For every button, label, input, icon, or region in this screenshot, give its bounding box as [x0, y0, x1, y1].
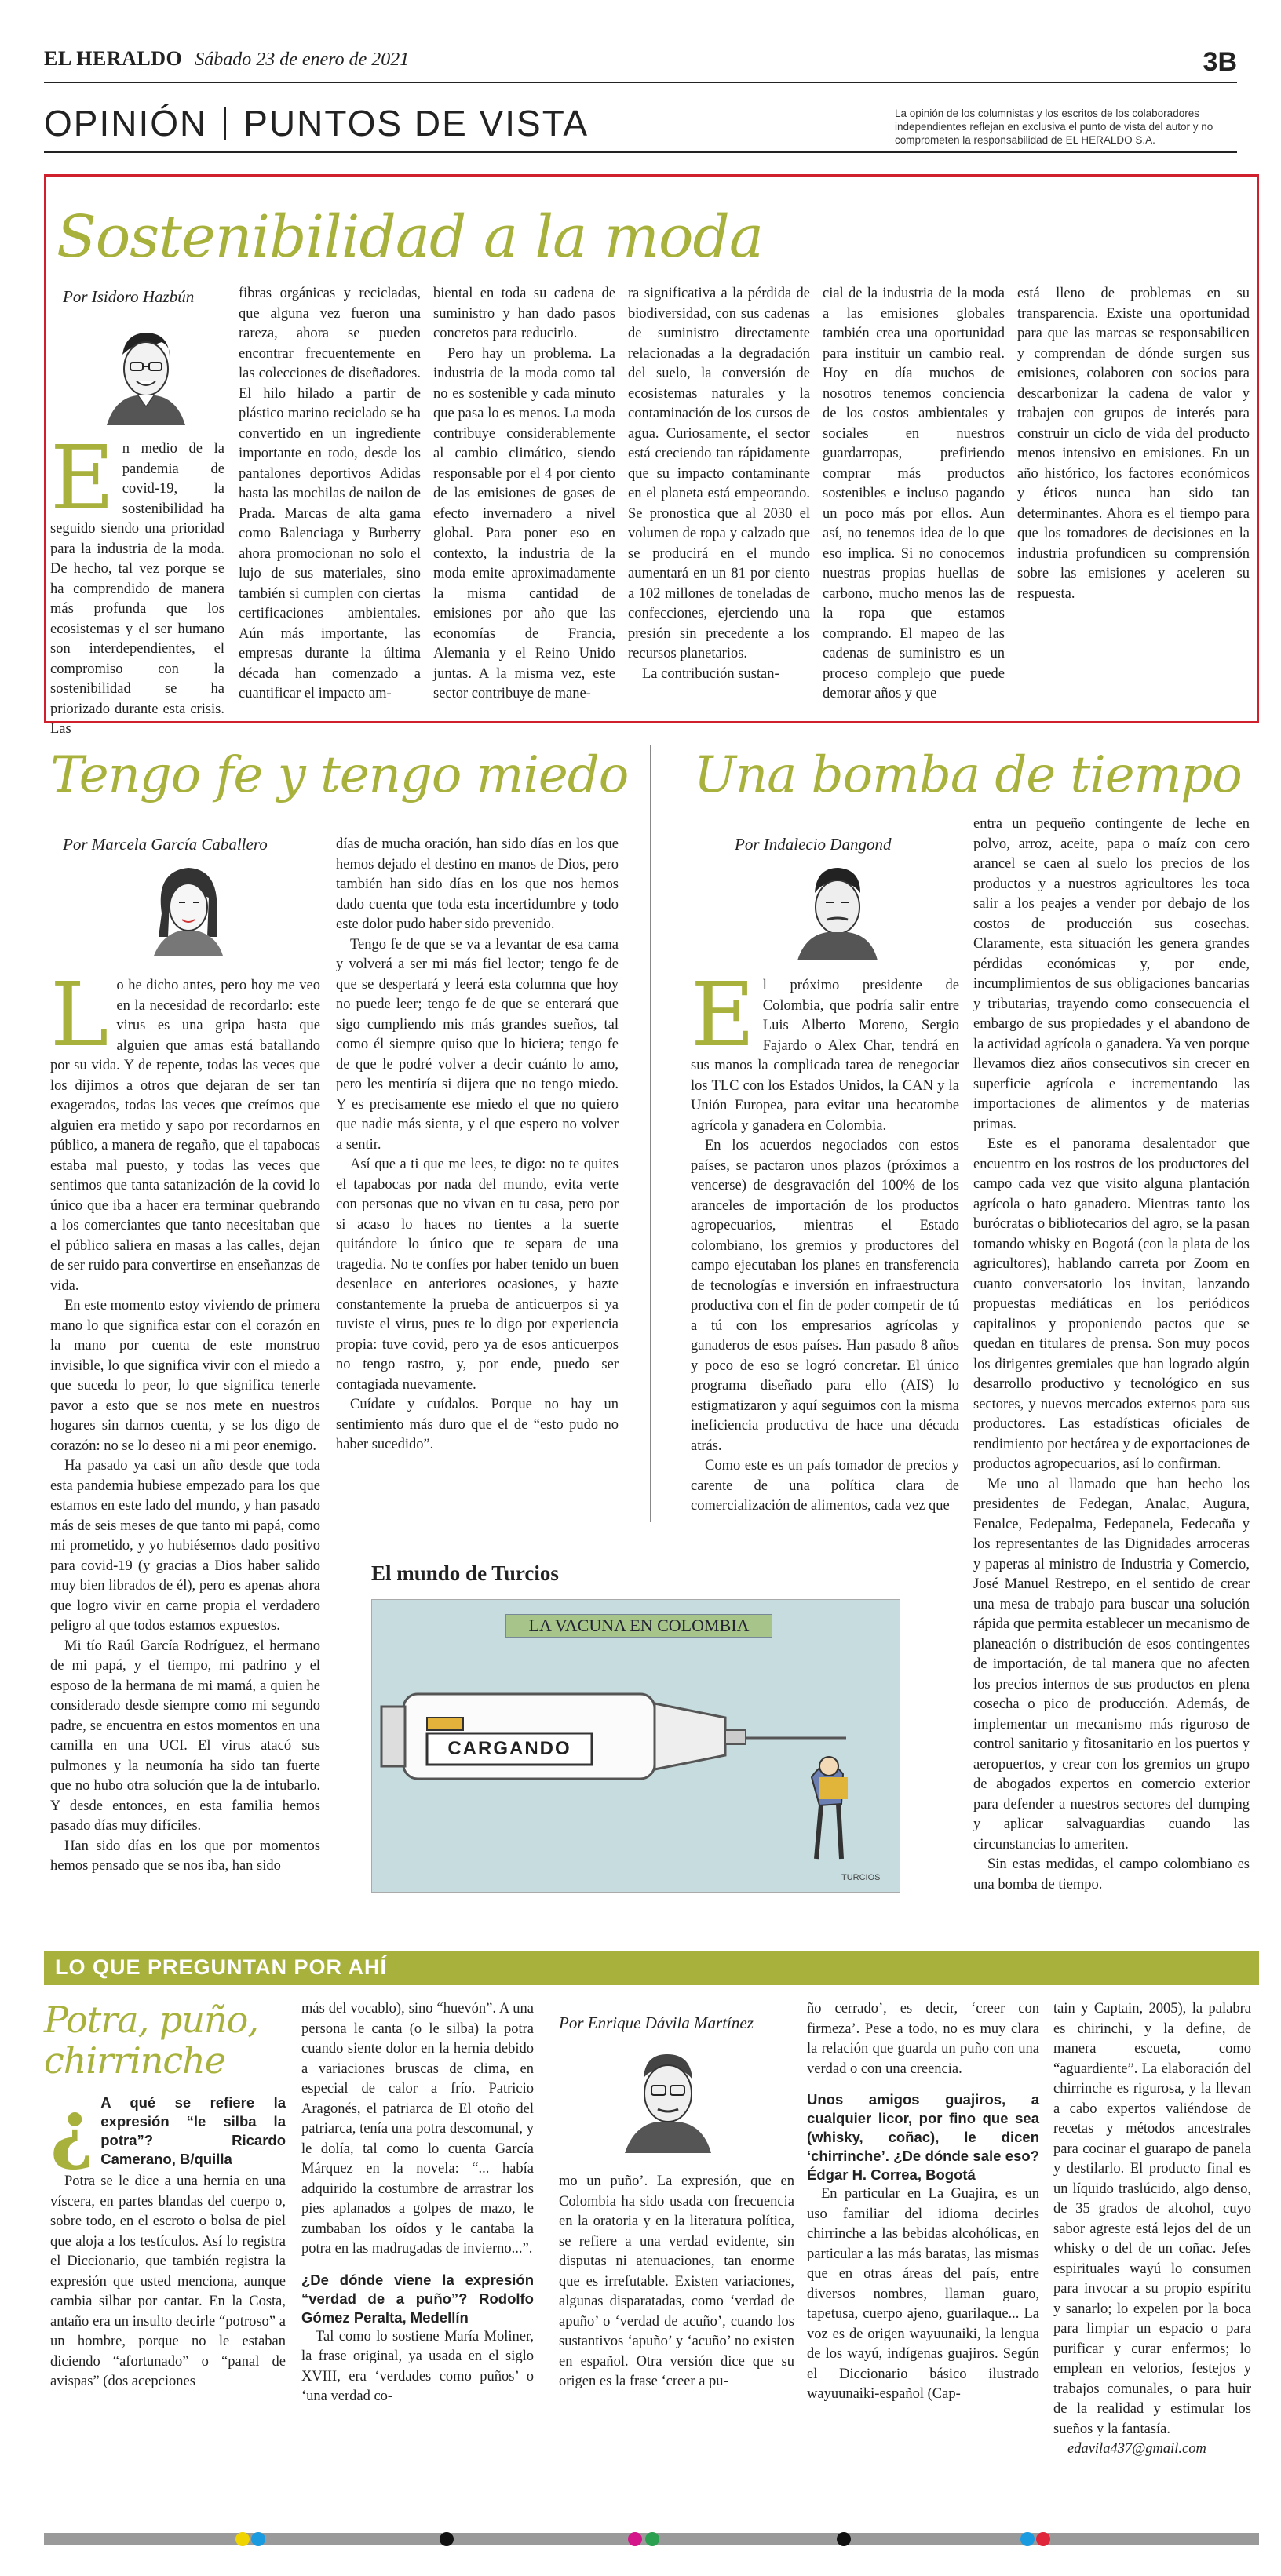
paragraph: En este momento estoy viviendo de primera mano lo que significa estar con el corazón en la mano por cuenta de este monstruo invisible, lo que significa vivir con el miedo a que suceda lo peor, lo que significa tenerle pavor a esto que se nos mete en nuestros hogares sin darnos cuenta, y se los digo de corazón: no se lo deseo ni a mi peor enemigo.	[50, 1298, 320, 1454]
article4-text4: ño cerrado’, es decir, ‘creer con firmeza’. Pese a todo, no es muy clara la relación que guarda un puño con una verdad o con una creencia.	[807, 2001, 1039, 2077]
paragraph: La contribución sustan-	[642, 665, 779, 682]
article4-col5	[1053, 1999, 1251, 2523]
article4-col3: mo un puño’. La expresión, que en Colombia ha sido usada con frecuencia en la oratoria y en la literatura política, se refiere a una verdad evidente, sin disputas ni atenuaciones, tan enorme que es irrefutable. Existen variaciones, algunas disparatadas, como ‘verdad de apuño’ o ‘verdad de acuño’, cuando los sustantivos ‘apuño’ y ‘acuño’ no existen en español. Otra versión dice que su origen es la frase ‘creer a pu-	[559, 2173, 794, 2389]
article3-portrait	[793, 858, 881, 960]
section2-title: LO QUE PREGUNTAN POR AHÍ	[55, 1955, 388, 1979]
article1-portrait	[99, 323, 192, 425]
paragraph: Sin estas medidas, el campo colombiano es una bomba de tiempo.	[973, 1856, 1250, 1893]
article2-portrait	[144, 858, 231, 956]
article4-col1	[50, 2084, 286, 2523]
article1-text1: n medio de la pandemia de covid-19, la sostenibilidad ha seguido siendo una prioridad para la industria de la moda. De hecho, tal vez porque se ha comprendido de manera más profunda que los ecosistemas y el ser humano son interdependientes, el compromiso con la sostenibilidad se ha priorizado durante esta crisis. Las	[50, 441, 224, 737]
cartoon-loading-label: CARGANDO	[447, 1738, 571, 1759]
page-number: 3B	[1203, 47, 1237, 77]
paragraph: Cuídate y cuídalos. Porque no hay un sentimiento más duro que el de “esto pudo no haber sucedido”.	[336, 1397, 619, 1452]
article3-byline: Por Indalecio Dangond	[735, 835, 892, 854]
cartoon-banner: LA VACUNA EN COLOMBIA	[505, 1614, 772, 1638]
section-rule	[44, 151, 1237, 153]
article4-portrait	[617, 2043, 719, 2153]
newspaper-name: EL HERALDO	[44, 47, 183, 70]
paragraph: l próximo presidente de Colombia, que podría salir entre Luis Alberto Moreno, Sergio Fajardo o Alex Char, tendrá en sus manos la complicada tarea de renegociar los TLC con los Estados Unidos, la CAN y la Unión Europea, para evitar una hecatombe agrícola y ganadera en Colombia.	[691, 978, 959, 1134]
article3-dropcap: E	[691, 964, 755, 1066]
article3-col2	[973, 814, 1250, 1921]
cartoon-signature: TURCIOS	[841, 1873, 881, 1882]
article4-col4	[807, 1999, 1039, 2523]
paragraph: En los acuerdos negociados con estos países, se pactaron unos plazos (próximos a vencerse) de desgravación del 100% de los aranceles de importación de los productos agropecuarios, mientras el Estado colombiano, los gremios y productores del campo ejecutaban los planes en transferencia de tecnologías e inversión en infraestructura productiva con el fin de poder competir de tú a tú con los empresarios agrícolas y ganaderos de esos países. Han pasado 8 años y poco de eso se logró concretar. El único programa diseñado para ello (AIS) lo estigmatizaron y aquí seguimos con la misma ineficiencia productiva de hace una década atrás.	[691, 1138, 959, 1454]
article2-col2	[336, 835, 619, 1541]
disclaimer: La opinión de los columnistas y los escritos de los colaboradores independientes reflejan en exclusiva el punto de vista del autor y no comprometen la responsabilidad de EL HERALDO S.A.	[895, 107, 1213, 146]
paragraph: Tengo fe de que se va a levantar de esa cama y volverá a ser mi más fiel lector; tengo fe de que se despertará y leerá esta columna que hoy no puede leer; tengo fe de que se enterará que sigo cumpliendo mis más grandes sueños, tal como él siempre quiso que lo hiciera; tengo fe de que le podré volver a decir cuánto lo amo, pero les mentiría si dijera que no tengo miedo. Y es precisamente ese miedo el que no quiero que nadie más sienta, y el que espero no volver a sentir.	[336, 936, 619, 1153]
article4-text4b: En particular en La Guajira, es un uso familiar del idioma decirles chirrinche a las bebidas alcohólicas, en particular a las más baratas, las mismas que en otras áreas del país, entre diversos nombres, llaman guaro, tapetusa, cuerpo ajeno, guarilaque... La voz es de origen wayuunaiki, la lengua de los wayú, indígenas guajiros. Según el Diccionario básico ilustrado wayuunaiki-español (Cap-	[807, 2186, 1039, 2402]
article4-dropcap: ¿	[50, 2084, 95, 2173]
paragraph: entra un pequeño contingente de leche en polvo, arroz, aceite, papa o maíz con cero arancel se caen al suelo los precios de los productos y a nuestros agricultores les toca salir a los peajes a vender por debajo de los costos de producción sus cosechas. Claramente, esta situación les genera grandes pérdidas económicas y, por ende, incumplimientos de sus obligaciones bancarias y tributarias, trayendo como consecuencia el embargo de sus propiedades y el abandono de la actividad agrícola o ganadera. Ya ven porque llevamos diez años consecutivos sin crecer en superficie agrícola e incrementando las importaciones de alimentos y de materias primas.	[973, 816, 1250, 1132]
article4-text2b: Tal como lo sostiene María Moliner, la frase original, ya usada en el siglo XVIII, era ‘verdades como puños’ o ‘una verdad co-	[301, 2328, 534, 2404]
register-dot-black-2	[837, 2532, 851, 2546]
section-opinion: OPINIÓN	[44, 103, 208, 144]
article4-text1: Potra se le dice a una hernia en una víscera, en partes blandas del cuerpo o, sobre todo, en el escroto o bolsa de piel que aloja a los testículos. Así lo registra el Diccionario, que también registra la expresión que usted menciona, aunque cambia silbar por cantar. En la Costa, antaño era un insulto decirle “potroso” a un hombre, porque no le estaban diciendo “afortunado” o “panal de avispas” (dos acepciones	[50, 2173, 286, 2389]
article1-col4	[628, 284, 810, 714]
article4-byline: Por Enrique Dávila Martínez	[559, 2013, 754, 2032]
article4-col2	[301, 1999, 534, 2523]
section-puntos: PUNTOS DE VISTA	[243, 103, 589, 144]
article2-dropcap: L	[50, 964, 109, 1066]
article4-headline: Potra, puño, chirrinche	[44, 1998, 258, 2082]
issue-date: Sábado 23 de enero de 2021	[195, 49, 410, 70]
article3-text1	[691, 964, 959, 1517]
column-divider	[650, 745, 651, 1522]
article4-text2: más del vocablo), sino “huevón”. A una persona le canta (o le silba) la potra cuando siente dolor en la hernia debido a variaciones bruscas de clima, en especial de calor a frío. Patricio Aragonés, el patriarca de El otoño del patriarca, tenía una potra descomunal, y le dolía, tal como lo cuenta García Márquez en la novela: “... había adquirido la costumbre de arrastrar los pies aplanados a golpes de mazo, le zumbaban los oídos y le cantaba la potra en las madrugadas de invierno...”.	[301, 2001, 534, 2257]
paragraph: Me uno al llamado que han hecho los presidentes de Fedegan, Analac, Augura, Fenalce, Fedepalma, Fedepanela, Fedecaña y los representantes de las Dignidades arroceras y paperas al ministro de Industria y Comercio, José Manuel Restrepo, en el sentido de crear una mesa de trabajo para buscar una solución rápida que permita establecer un mecanismo de planeación o distribución de esos contingentes de importación, de tal manera que no afecten los precios internos de sus productos en plena cosecha o pico de producción. Además, de implementar un mecanismo más riguroso de control sanitario y fitosanitario en los puertos y aeropuertos, y crear con los gremios un grupo de abogados expertos en comercio exterior para defender a nuestros sectores del dumping y aplicar salvaguardias cuando las circunstancias lo ameriten.	[973, 1476, 1250, 1853]
article2-text1	[50, 964, 320, 1877]
paragraph: Así que a ti que me lees, te digo: no te quites el tapabocas por nada del mundo, evita verte con personas que no vivan en tu casa, pero por si acaso lo haces no tientes a la suerte quitándote lo único que te separa de una tragedia. No te confíes por haber tenido un buen desenlace en anteriores ocasiones, y hazte constantemente la prueba de anticuerpos si ya tuviste el virus, pues te lo digo por experiencia propia: tuve covid, pero ya de esos anticuerpos no tengo rastro, y, por ende, puedo ser contagiada nuevamente.	[336, 1157, 619, 1393]
paragraph: ra significativa a la pérdida de biodiversidad, con sus cadenas de suministro directamente relacionadas a la degradación del suelo, la conversión de ecosistemas naturales y la contaminación de los cursos de agua. Curiosamente, el sector está creciendo tan rápidamente que su impacto contaminante en el planeta está empeorando. Se pronostica que al 2030 el volumen de ropa y calzado que se producirá en el mundo aumentará en un 81 por ciento a 102 millones de toneladas de confecciones, ejerciendo una presión sin precedente a los recursos planetarios.	[628, 286, 810, 661]
paragraph: o he dicho antes, pero hoy me veo en la necesidad de recordarlo: este virus es una gripa hasta que alguien que amas está batallando por su vida. Y de repente, todas las veces que los dijimos a otros que dejaran de ser tan exagerados, todas las veces que creímos que alguien era metido y sapo por recordarnos en público, a manera de regaño, que el tapabocas estaba mal puesto, y todas las veces que sentimos que tanta satanización de la covid lo único que iba a hacer era terminar quebrando a los comerciantes que tanto necesitaban que el público saliera en masas a las calles, dejan de ser ruido para convertirse en enseñanzas de vida.	[50, 978, 320, 1294]
paragraph: Han sido días en los que por momentos hemos pensado que se nos iba, han sido	[50, 1838, 320, 1874]
register-dot-black	[440, 2532, 454, 2546]
cartoon-title: El mundo de Turcios	[371, 1561, 559, 1585]
article2-byline: Por Marcela García Caballero	[63, 835, 268, 854]
article1-col3	[433, 284, 615, 714]
paragraph: días de mucha oración, han sido días en los que hemos dejado el destino en manos de Dios, pero también han sido días en los que nos hemos dado cuenta que toda esta incertidumbre y todo este dolor pudo haber sido prevenido.	[336, 836, 619, 932]
section-divider	[224, 107, 226, 140]
article4-question3: Unos amigos guajiros, a cualquier licor, por fino que sea (whisky, coñac), le dicen ‘chirrinche’. ¿De dónde sale eso? Édgar H. Correa, Bogotá	[807, 2091, 1039, 2183]
register-dot-cyan	[251, 2532, 265, 2546]
article4-email: edavila437@gmail.com	[1068, 2441, 1206, 2457]
article4-question2: ¿De dónde viene la expresión “verdad de a puño”? Rodolfo Gómez Peralta, Medellín	[301, 2271, 534, 2326]
article1-col1	[50, 428, 224, 737]
cartoon	[371, 1599, 900, 1893]
article4-text5: tain y Captain, 2005), la palabra es chirinchi, y la define, de manera escueta, como “aguardiente”. La elaboración del chirrinche es rigurosa, y la llevan a cabo expertos valiéndose de recetas y métodos ancestrales para cocinar el guarapo de panela y destilarlo. El producto final es un líquido traslúcido, algo denso, de 35 grados de alcohol, cuyo sabor agreste está lejos del de un whisky o del de un coñac. Jefes espirituales wayú lo consumen para invocar a su propio espíritu y sanarlo; lo expelen por la boca para limpiar un espacio o para purificar y curar enfermos; lo emplean en velorios, festejos y trabajos comunales, o para huir de la realidad y estimular los sueños y la fantasía.	[1053, 2001, 1251, 2437]
article2-col1	[50, 964, 320, 1886]
header-rule	[44, 82, 1237, 83]
paragraph: Ha pasado ya casi un año desde que toda esta pandemia hubiese empezado para los que estamos en este lado del mundo, y han pasado más de seis meses de que tanto mi papá, como mi prometido, y yo hubiésemos dado positivo para covid-19 (y gracias a Dios haber salido muy bien librados de él), pero es apenas ahora que logro vivir en carne propia el verdadero peligro al que todos estamos expuestos.	[50, 1458, 320, 1634]
paragraph: Como este es un país tomador de precios y carente de una política clara de comercialización de alimentos, cada vez que	[691, 1458, 959, 1514]
article2-headline: Tengo fe y tengo miedo	[50, 746, 629, 804]
article1-col6: está lleno de problemas en su transparencia. Existe una oportunidad para que las marcas se responsabilicen y comprendan de dónde surgen sus emisiones, colaboren con socios para descarbonizar la cadena de valor y trabajen con grupos de interés para construir un ciclo de vida del producto menos intensivo en emisiones. En un año histórico, los factores económicos y éticos nunca han sido tan determinantes. Ahora es el tiempo para que los tomadores de decisiones en la industria profundicen su comprensión sobre las emisiones y aceleren su respuesta.	[1017, 286, 1250, 602]
paragraph: biental en toda su cadena de suministro y han dado pasos concretos para reducirlo.	[433, 286, 615, 341]
article3-headline: Una bomba de tiempo	[694, 746, 1242, 804]
register-dot-magenta	[628, 2532, 642, 2546]
paragraph: Este es el panorama desalentador que encuentro en los rostros de los productores del campo cada vez que visito alguna plantación agrícola o hato ganadero. Mientras tanto los burócratas o bibliotecarios del agro, se la pasan tomando whisky en Bogotá (con la plata de los agricultores), hablando carreta por Zoom en cuanto conversatorio los invitan, lanzando propuestas mediáticas en los periódicos capitalinos y proponiendo pactos que se quedan en titulares de prensa. Son muy pocos los dirigentes gremiales que han logrado algún desarrollo productivo y tecnológico en sus sectores, y nuevos mercados externos para sus productores. Las estadísticas oficiales de rendimiento por hectárea y de exportaciones de productos agropecuarios, así lo confirman.	[973, 1136, 1250, 1472]
paragraph: Pero hay un problema. La industria de la moda como tal no es sostenible y cada minuto que pasa lo es menos. La moda contribuye considerablemente al cambio climático, siendo responsable por el 4 por ciento de las emisiones de gases de efecto invernadero a nivel global. Para poner eso en contexto, la industria de la moda emite aproximadamente la misma cantidad de emisiones por año que las economías de Francia, Alemania y el Reino Unido juntas. A la misma vez, este sector contribuye de mane-	[433, 345, 615, 701]
paragraph: Mi tío Raúl García Rodríguez, el hermano de mi papá, y el tiempo, mi padrino y el esposo de la hermana de mi mamá, a quien he considerado desde siempre como mi segundo padre, se encuentra en estos momentos en una camilla en una UCI. El virus atacó sus pulmones y la neumonía ha sido tan fuerte que no hubo otra solución que la de intubarlo. Y desde entonces, en esta familia hemos pasado días muy difíciles.	[50, 1638, 320, 1834]
article1-col5: cial de la industria de la moda a las emisiones globales también crea una oportunidad para instituir un cambio real. Hoy en día muchos de nosotros tenemos conciencia de los costos ambientales y sociales en nuestros guardarropas, prefiriendo comprar más productos sostenibles e incluso pagando un poco más por ellos. Aun así, no tenemos idea de lo que eso implica. Si no conocemos nuestras propias huellas de carbono, mucho menos las de la ropa que estamos comprando. El mapeo de las cadenas de suministro es un proceso complejo que puede demorar años y que	[823, 286, 1005, 701]
register-dot-yellow	[235, 2532, 250, 2546]
article1-byline: Por Isidoro Hazbún	[63, 287, 195, 306]
masthead	[44, 47, 1237, 78]
article1-col2: fibras orgánicas y recicladas, que alguna vez fueron una rareza, ahora se pueden encontrar frecuentemente en las colecciones de diseñadores. El hilo hilado a partir de plástico marino reciclado se ha convertido en un ingrediente importante en todo, desde los pantalones deportivos Adidas hasta las mochilas de nailon de Prada. Marcas de alta gama como Balenciaga y Burberry ahora promocionan no solo el lujo de sus materiales, sino también si cumplen con ciertas certificaciones ambientales. Aún más importante, las empresas durante la última década han comenzado a cuantificar el impacto am-	[239, 286, 421, 701]
register-dot-red	[1036, 2532, 1050, 2546]
article4-question1: A qué se refiere la expresión “le silba la potra”? Ricardo Camerano, B/quilla	[100, 2094, 286, 2167]
register-dot-green	[645, 2532, 659, 2546]
register-dot-cyan-2	[1020, 2532, 1035, 2546]
article1-headline: Sostenibilidad a la moda	[57, 203, 763, 271]
section-title	[44, 102, 589, 149]
article3-col1	[691, 964, 959, 1541]
article1-dropcap: E	[50, 428, 115, 530]
section2-bar	[44, 1951, 1259, 1985]
